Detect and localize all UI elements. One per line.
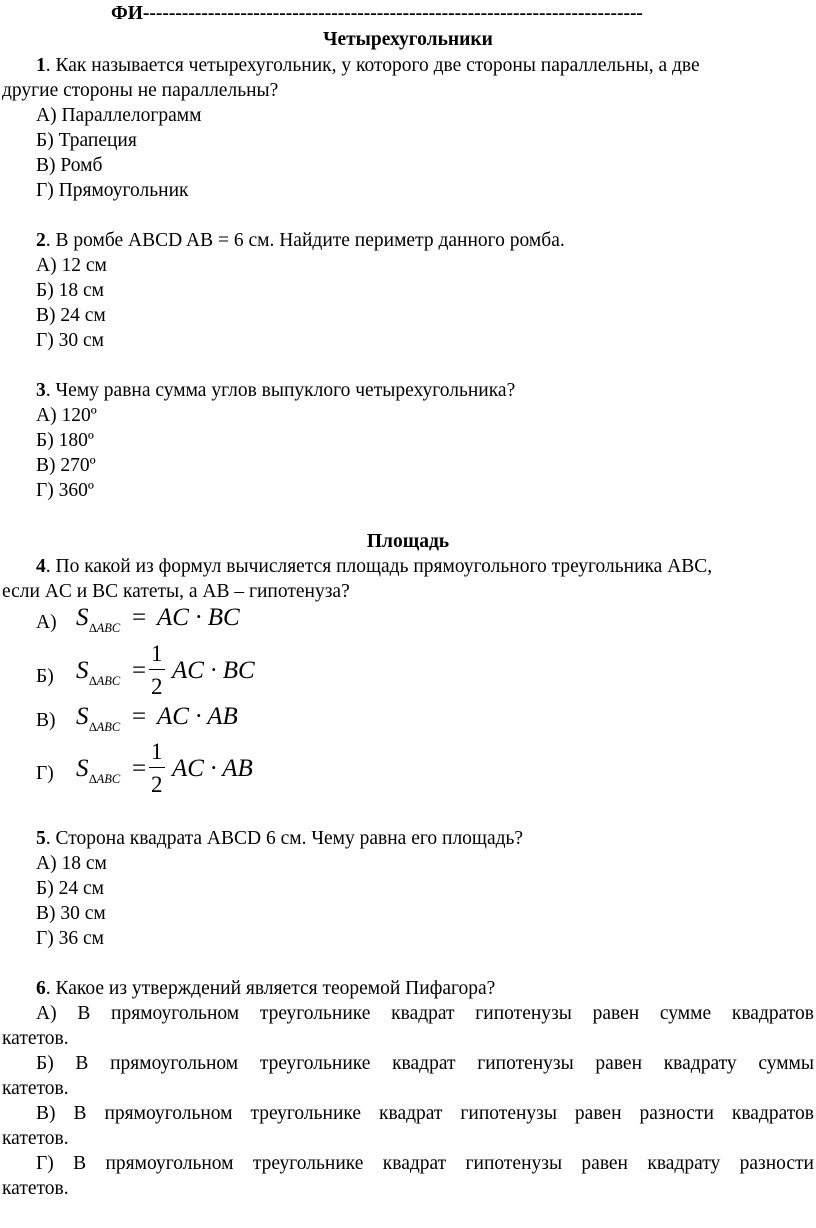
question-1 <box>36 54 700 78</box>
answer-option-line: катетов. <box>2 1078 69 1099</box>
answer-option: А) 120º <box>36 405 97 426</box>
question-text: . Какое из утверждений является теоремой Пифагора? <box>45 978 496 999</box>
answer-option: В) 270º <box>36 455 96 476</box>
fraction-numerator: 1 <box>151 641 163 666</box>
section-title-quadrilaterals: Четырехугольники <box>323 29 493 50</box>
answer-option-line: Б) В прямоугольном треугольнике квадрат гипотенузы равен квадрату суммы <box>36 1053 814 1074</box>
option-label: В) <box>36 710 56 731</box>
question-number: 6 <box>36 978 46 999</box>
answer-option: Г) 30 см <box>36 330 105 351</box>
formula-s: S <box>76 755 89 782</box>
formula-equals: = <box>132 755 147 782</box>
question-6 <box>36 977 495 1001</box>
answer-option: А) 18 см <box>36 853 107 874</box>
answer-option: Г) 360º <box>36 480 94 501</box>
answer-option: А) Параллелограмм <box>36 105 202 126</box>
formula-equals: = <box>132 703 147 730</box>
formula-rhs: AC · AB <box>172 755 253 782</box>
answer-option: В) 24 см <box>36 305 106 326</box>
answer-option: Б) 18 см <box>36 280 104 301</box>
question-text: . Сторона квадрата ABCD 6 см. Чему равна его площадь? <box>45 828 524 849</box>
question-4 <box>36 555 712 579</box>
fraction-denominator: 2 <box>151 674 163 699</box>
answer-option: Б) 24 см <box>36 878 104 899</box>
question-number: 5 <box>36 828 46 849</box>
question-text: . По какой из формул вычисляется площадь прямоугольного треугольника ABC, <box>45 556 713 577</box>
formula-s: S <box>76 657 89 684</box>
option-label: Г) <box>36 763 54 784</box>
formula-equals: = <box>132 604 147 631</box>
question-5 <box>36 827 523 851</box>
answer-option: Г) 36 см <box>36 928 105 949</box>
question-number: 2 <box>36 230 46 251</box>
answer-option-line: В) В прямоугольном треугольнике квадрат гипотенузы равен разности квадратов <box>36 1103 814 1124</box>
option-label: А) <box>36 612 57 633</box>
answer-option-line: Г) В прямоугольном треугольнике квадрат гипотенузы равен квадрату разности <box>36 1153 814 1174</box>
formula-subscript: ∆ABC <box>89 621 121 635</box>
answer-option: Г) Прямоугольник <box>36 180 189 201</box>
question-text: . В ромбе ABCD AB = 6 см. Найдите периметр данного ромба. <box>45 230 565 251</box>
formula-subscript: ∆ABC <box>89 720 121 734</box>
formula-rhs: AC · AB <box>157 703 238 730</box>
answer-option-line: катетов. <box>2 1128 69 1149</box>
question-number: 1 <box>36 55 46 76</box>
fraction-numerator: 1 <box>151 739 163 764</box>
formula-rhs: AC · BC <box>172 657 255 684</box>
formula-subscript: ∆ABC <box>89 772 121 786</box>
question-1-line2: другие стороны не параллельны? <box>2 80 279 101</box>
answer-option-line: А) В прямоугольном треугольнике квадрат гипотенузы равен сумме квадратов <box>36 1003 814 1024</box>
fraction-bar <box>149 767 165 768</box>
formula-s: S <box>76 604 89 631</box>
question-number: 3 <box>36 380 46 401</box>
question-4-line2: если AC и BC катеты, а AB – гипотенуза? <box>2 581 350 602</box>
answer-option: В) Ромб <box>36 155 103 176</box>
answer-option: В) 30 см <box>36 903 106 924</box>
name-field: ФИ----------------------------------------------------------------------------- <box>111 3 643 24</box>
answer-option: А) 12 см <box>36 255 107 276</box>
formula-rhs: AC · BC <box>157 604 240 631</box>
answer-option-line: катетов. <box>2 1178 69 1199</box>
question-text: . Чему равна сумма углов выпуклого четырехугольника? <box>45 380 516 401</box>
question-number: 4 <box>36 556 46 577</box>
formula-subscript: ∆ABC <box>89 674 121 688</box>
question-2 <box>36 229 565 253</box>
answer-option: Б) Трапеция <box>36 130 137 151</box>
fraction-bar <box>149 669 165 670</box>
answer-option: Б) 180º <box>36 430 94 451</box>
question-text: . Как называется четырехугольник, у которого две стороны параллельны, а две <box>45 55 700 76</box>
option-label: Б) <box>36 666 54 687</box>
section-title-area: Площадь <box>366 531 450 552</box>
fraction-denominator: 2 <box>151 772 163 797</box>
formula-equals: = <box>132 657 147 684</box>
answer-option-line: катетов. <box>2 1028 69 1049</box>
question-3 <box>36 379 515 403</box>
formula-s: S <box>76 703 89 730</box>
